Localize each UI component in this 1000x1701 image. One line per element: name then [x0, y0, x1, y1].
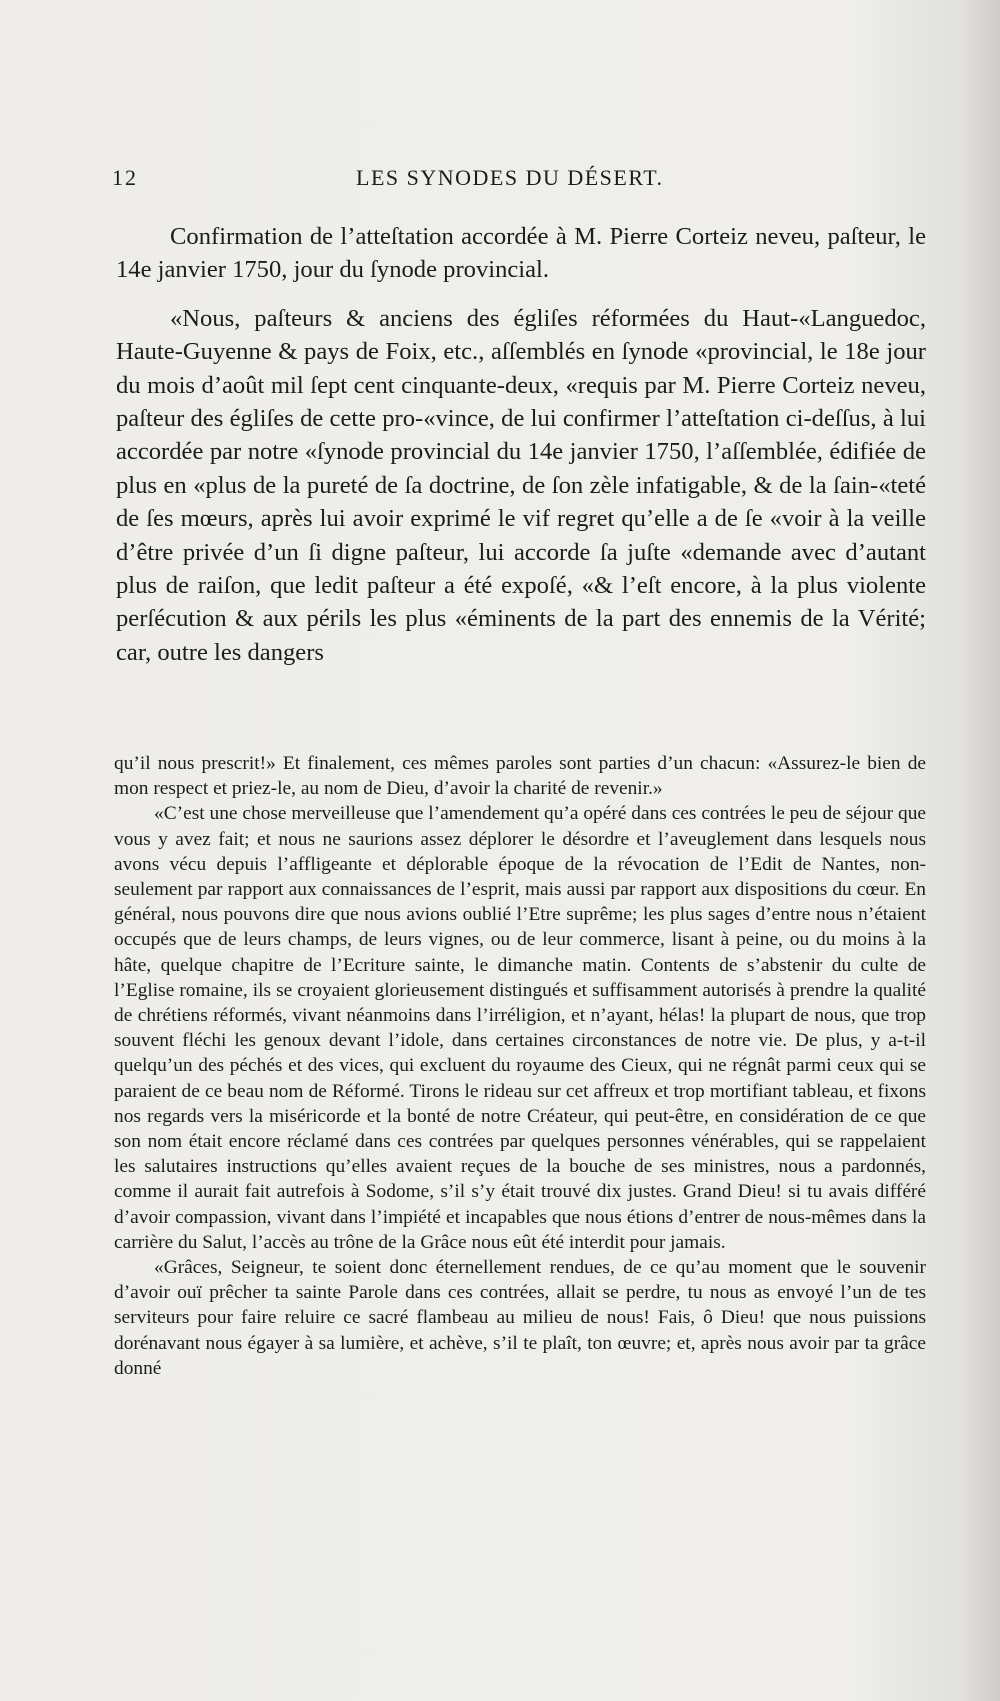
page-number: 12 — [112, 165, 138, 190]
body-paragraph-2: «C’est une chose merveilleuse que l’amendement qu’a opéré dans ces contrées le peu de séjour que vous y avez fait; et nous ne saurions assez déplorer le désordre et l’aveuglement dans lesquels nous avons vécu depuis l’affligeante et déplorable époque de la révocation de l’Edit de Nantes, non-seulement par rapport aux connaissances de l’esprit, mais aussi par rapport aux dispositions du cœur. En général, nous pouvons dire que nous avions oublié l’Etre suprême; les plus sages d’entre nous n’étaient occupés que de leurs champs, de leurs vignes, ou de leur commerce, lisant à peine, ou du moins à la hâte, quelque chapitre de l’Ecriture sainte, le dimanche matin. Contents de s’abstenir du culte de l’Eglise romaine, ils se croyaient glorieusement distingués et suffisamment autorisés à prendre la qualité de chrétiens réformés, vivant néanmoins dans l’irréligion, et n’ayant, hélas! la plupart de nous, que trop souvent fléchi les genoux devant l’idole, dans certaines circonstances de notre vie. De plus, y a-t-il quelqu’un des péchés et des vices, qui excluent du royaume des Cieux, qui ne régnât parmi ceux qui se paraient de ce beau nom de Réformé. Tirons le rideau sur cet affreux et trop mortifiant tableau, et fixons nos regards vers la miséricorde et la bonté de notre Créateur, qui peut-être, en considération de ce que son nom était encore réclamé dans ces contrées par quelques personnes vénérables, qui se rappelaient les salutaires instructions qu’elles avaient reçues de la bouche de ses ministres, nous a pardonnés, comme il aurait fait autrefois à Sodome, s’il s’y était trouvé dix justes. Grand Dieu! si tu avais différé d’avoir compassion, vivant dans l’impiété et incapables que nous étions d’entrer de nous-mêmes dans la carrière du Salut, l’accès au trône de la Grâce nous eût été interdit pour jamais. — [114, 803, 926, 1253]
synod-quote-paragraph: «Nous, paſteurs & anciens des égliſes réformées du Haut-«Languedoc, Haute-Guyenne & pays de Foix, etc., aſſemblés en ſynode «provincial, le 18e jour du mois d’août mil ſept cent cinquante-deux, «requis par M. Pierre Corteiz neveu, paſteur des égliſes de cette pro-«vince, de lui confirmer l’atteſtation ci-deſſus, à lui accordée par notre «ſynode provincial du 14e janvier 1750, l’aſſemblée, édifiée de plus en «plus de la pureté de ſa doctrine, de ſon zèle infatigable, & de la ſain-«teté de ſes mœurs, après lui avoir exprimé le vif regret qu’elle a de ſe «voir à la veille d’être privée d’un ſi digne paſteur, lui accorde ſa juſte «demande avec d’autant plus de raiſon, que ledit paſteur a été expoſé, «& l’eſt encore, à la plus violente perſécution & aux périls les plus «éminents de la part des ennemis de la Vérité; car, outre les dangers — [116, 304, 926, 666]
large-type-section — [116, 220, 926, 669]
attestation-heading-paragraph: Confirmation de l’atteſtation accordée à M. Pierre Corteiz neveu, paſteur, le 14e janvier 1750, jour du ſynode provincial. — [116, 223, 926, 284]
small-type-section — [114, 751, 926, 1381]
body-paragraph-3: «Grâces, Seigneur, te soient donc éternellement rendues, de ce qu’au moment que le souvenir d’avoir ouï prêcher ta sainte Parole dans ces contrées, allait se perdre, tu nous as envoyé l’un de tes serviteurs pour faire reluire ce sacré flambeau au milieu de nous! Fais, ô Dieu! que nous puissions dorénavant nous égayer à sa lumière, et achève, s’il te plaît, ton œuvre; et, après nous avoir par ta grâce donné — [114, 1257, 926, 1379]
running-title: LES SYNODES DU DÉSERT. — [356, 165, 664, 190]
body-paragraph-1: qu’il nous prescrit!» Et finalement, ces mêmes paroles sont parties d’un chacun: «Assurez-le bien de mon respect et priez-le, au nom de Dieu, d’avoir la charité de revenir.» — [114, 753, 926, 800]
